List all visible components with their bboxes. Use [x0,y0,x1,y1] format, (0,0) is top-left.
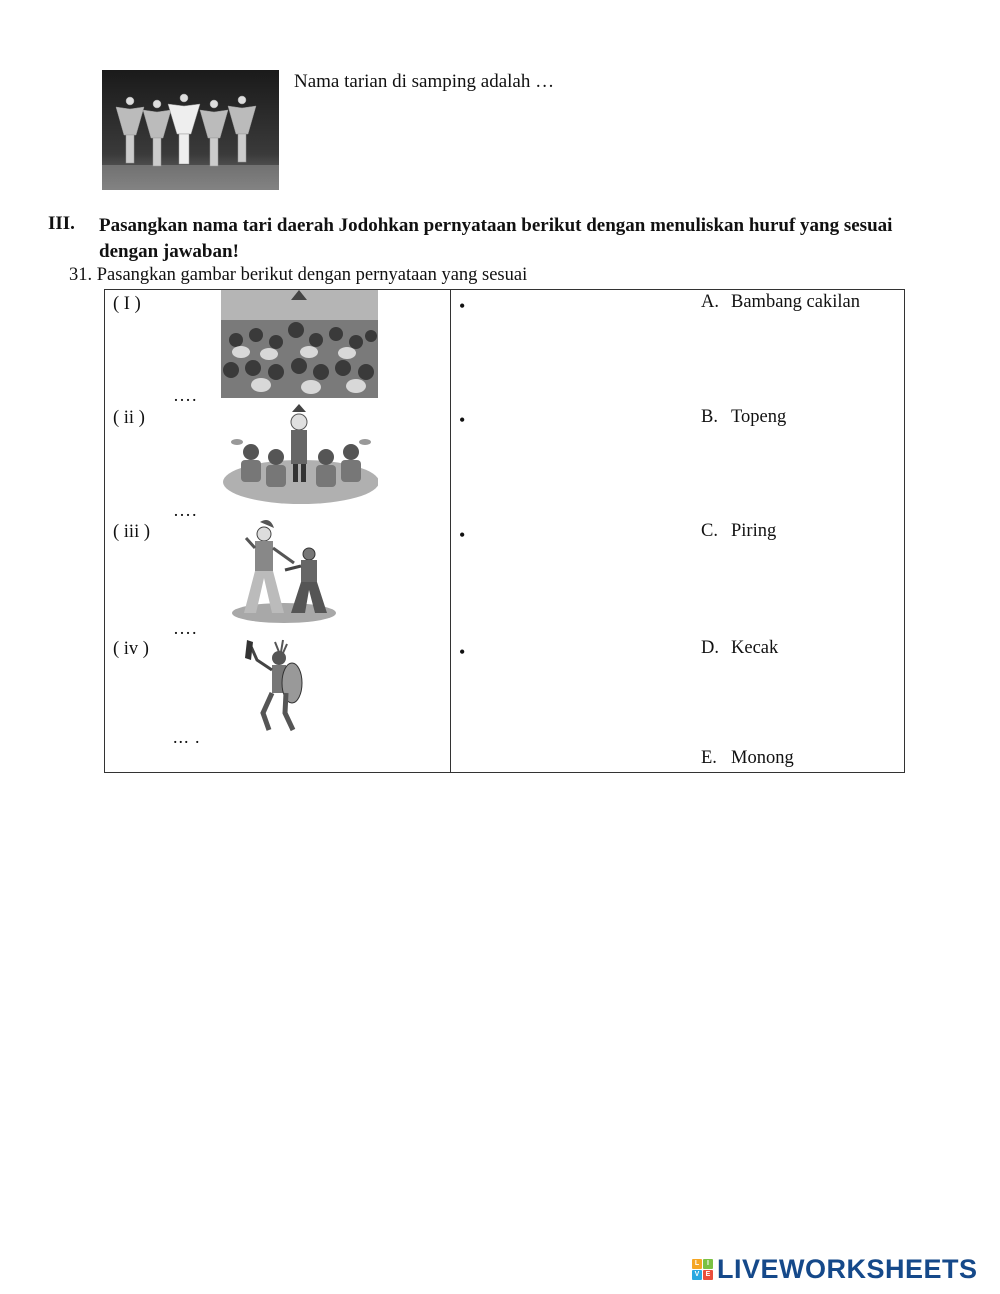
option-b [701,407,786,428]
logo-tile-l: L [692,1259,702,1269]
option-d [701,638,778,659]
piring-image [221,402,378,510]
row-label-2: ( ii ) [113,408,145,428]
dance-photo [102,70,279,190]
option-e-letter: E. [701,748,717,768]
piring-dance-icon [221,402,378,510]
answer-blank-2[interactable]: …. [173,500,198,520]
option-a [701,292,860,313]
answer-blank-4[interactable]: ... . [173,727,201,747]
option-d-text: Kecak [731,638,779,658]
pictures-column [105,290,451,773]
logo-tile-v: V [692,1270,702,1280]
row-label-3: ( iii ) [113,522,150,542]
option-b-letter: B. [701,407,718,427]
liveworksheets-logo-icon [692,1259,713,1280]
top-question-text: Nama tarian di samping adalah … [294,71,555,92]
section-number: III. [48,213,75,234]
row-label-1: ( I ) [113,294,141,314]
option-e-text: Monong [731,748,794,768]
kecak-dance-icon [221,290,378,398]
warrior-dance-icon [237,638,307,738]
answer-blank-1[interactable]: …. [173,385,198,405]
option-c-text: Piring [731,521,777,541]
option-a-text: Bambang cakilan [731,292,860,312]
logo-tile-i: I [703,1259,713,1269]
mandau-dance-image [237,638,307,738]
options-column [451,290,905,773]
matching-table [104,289,905,773]
dance-photo-icon [102,70,279,190]
bullet-3[interactable]: • [459,525,466,545]
section-instruction: Pasangkan nama tari daerah Jodohkan pernyataan berikut dengan menuliskan huruf yang sesuai dengan jawaban! [99,215,893,262]
option-d-letter: D. [701,638,719,658]
option-b-text: Topeng [731,407,787,427]
bullet-1[interactable]: • [459,296,466,316]
option-a-letter: A. [701,292,719,312]
liveworksheets-logo [692,1254,978,1285]
bullet-2[interactable]: • [459,410,466,430]
answer-blank-3[interactable]: …. [173,618,198,638]
option-c [701,521,776,542]
option-c-letter: C. [701,521,718,541]
liveworksheets-logo-text: LIVEWORKSHEETS [717,1254,978,1284]
bambang-cakilan-dance-icon [229,518,339,626]
option-e [701,748,794,769]
row-label-4: ( iv ) [113,639,149,659]
logo-tile-e: E [703,1270,713,1280]
kecak-image [221,290,378,398]
bambang-cakilan-image [229,518,339,626]
bullet-4[interactable]: • [459,642,466,662]
question-31-text: 31. Pasangkan gambar berikut dengan pernyataan yang sesuai [69,265,528,285]
